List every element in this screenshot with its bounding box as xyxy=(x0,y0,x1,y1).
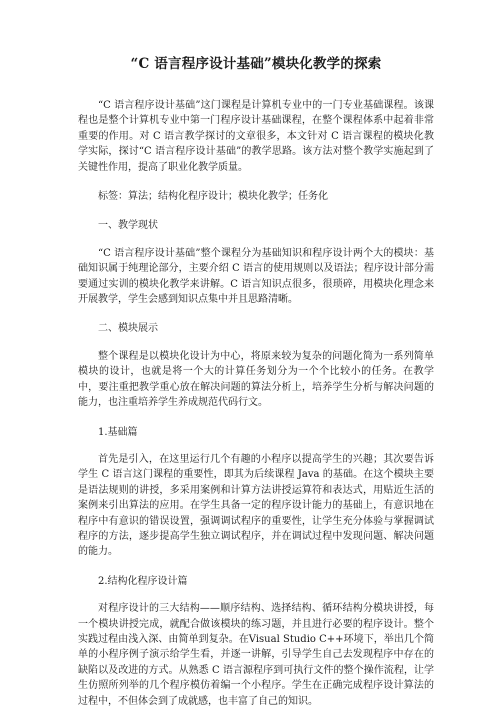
document-title: “C 语言程序设计基础”模块化教学的探索 xyxy=(130,56,382,72)
section-status-paragraph: “C 语言程序设计基础”整个课程分为基础知识和程序设计两个大的模块：基础知识属于纯理论部分，主要介绍 C 语言的使用规则以及语法；程序设计部分需要通过实训的模块化教学来讲解。C 语言知识点很多，很琐碎，用模块化理念来开展教学，学生会感到知识点集中并且思路清晰。 xyxy=(78,247,434,306)
abstract-paragraph: “C 语言程序设计基础”这门课程是计算机专业中的一门专业基础课程。该课程也是整个计算机专业中第一门程序设计基础课程，在整个课程体系中起着非常重要的作用。对 C 语言教学探讨的文章很多，本文针对 C 语言课程的模块化教学实际，探讨“C 语言程序设计基础”的教学思路。该方法对整个教学实施起到了关键性作用，提高了职业化教学质量。 xyxy=(78,100,434,173)
document-page xyxy=(78,52,434,709)
keywords-line: 标签：算法；结构化程序设计；模块化教学；任务化 xyxy=(98,191,328,203)
subsection-heading-structured: 2.结构化程序设计篇 xyxy=(98,575,188,587)
subsection-heading-basics: 1.基础篇 xyxy=(98,426,138,438)
subsection-structured-paragraph: 对程序设计的三大结构——顺序结构、选择结构、循环结构分模块讲授，每一个模块讲授完成，就配合做该模块的练习题，并且进行必要的程序设计。整个实践过程由浅入深、由简单到复杂。在Visual Studio C++环境下，举出几个简单的小程序例子演示给学生看，并逐一讲解，引导学生自己去发现程序中存在的缺陷以及改进的方式。从熟悉 C 语言源程序到可执行文件的整个操作流程，让学生仿照所列举的几个程序模仿着编一个小程序。学生在正确完成程序设计算法的过程中，不但体会到了成就感，也丰富了自己的知识。 xyxy=(78,603,434,707)
section-modules-paragraph: 整个课程是以模块化设计为中心，将原来较为复杂的问题化简为一系列简单模块的设计，也就是将一个大的计算任务划分为一个个比较小的任务。在教学中，要注重把教学重心放在解决问题的算法分析上，培养学生分析与解决问题的能力，也注重培养学生养成规范代码行文。 xyxy=(78,350,434,409)
section-heading-status: 一、教学现状 xyxy=(98,220,158,232)
section-heading-modules: 二、模块展示 xyxy=(98,323,158,335)
subsection-basics-paragraph: 首先是引入，在这里运行几个有趣的小程序以提高学生的兴趣；其次要告诉学生 C 语言这门课程的重要性，即其为后续课程 Java 的基础。在这个模块主要是语法规则的讲授，多采用案例和计算方法讲授运算符和表达式，用贴近生活的案例来引出算法的应用。在学生具备一定的程序设计能力的基础上，有意识地在程序中有意识的错误设置，强调调试程序的重要性，让学生充分体验与掌握调试程序的方法，逐步提高学生独立调试程序，并在调试过程中发现问题、解决问题的能力。 xyxy=(78,453,434,558)
